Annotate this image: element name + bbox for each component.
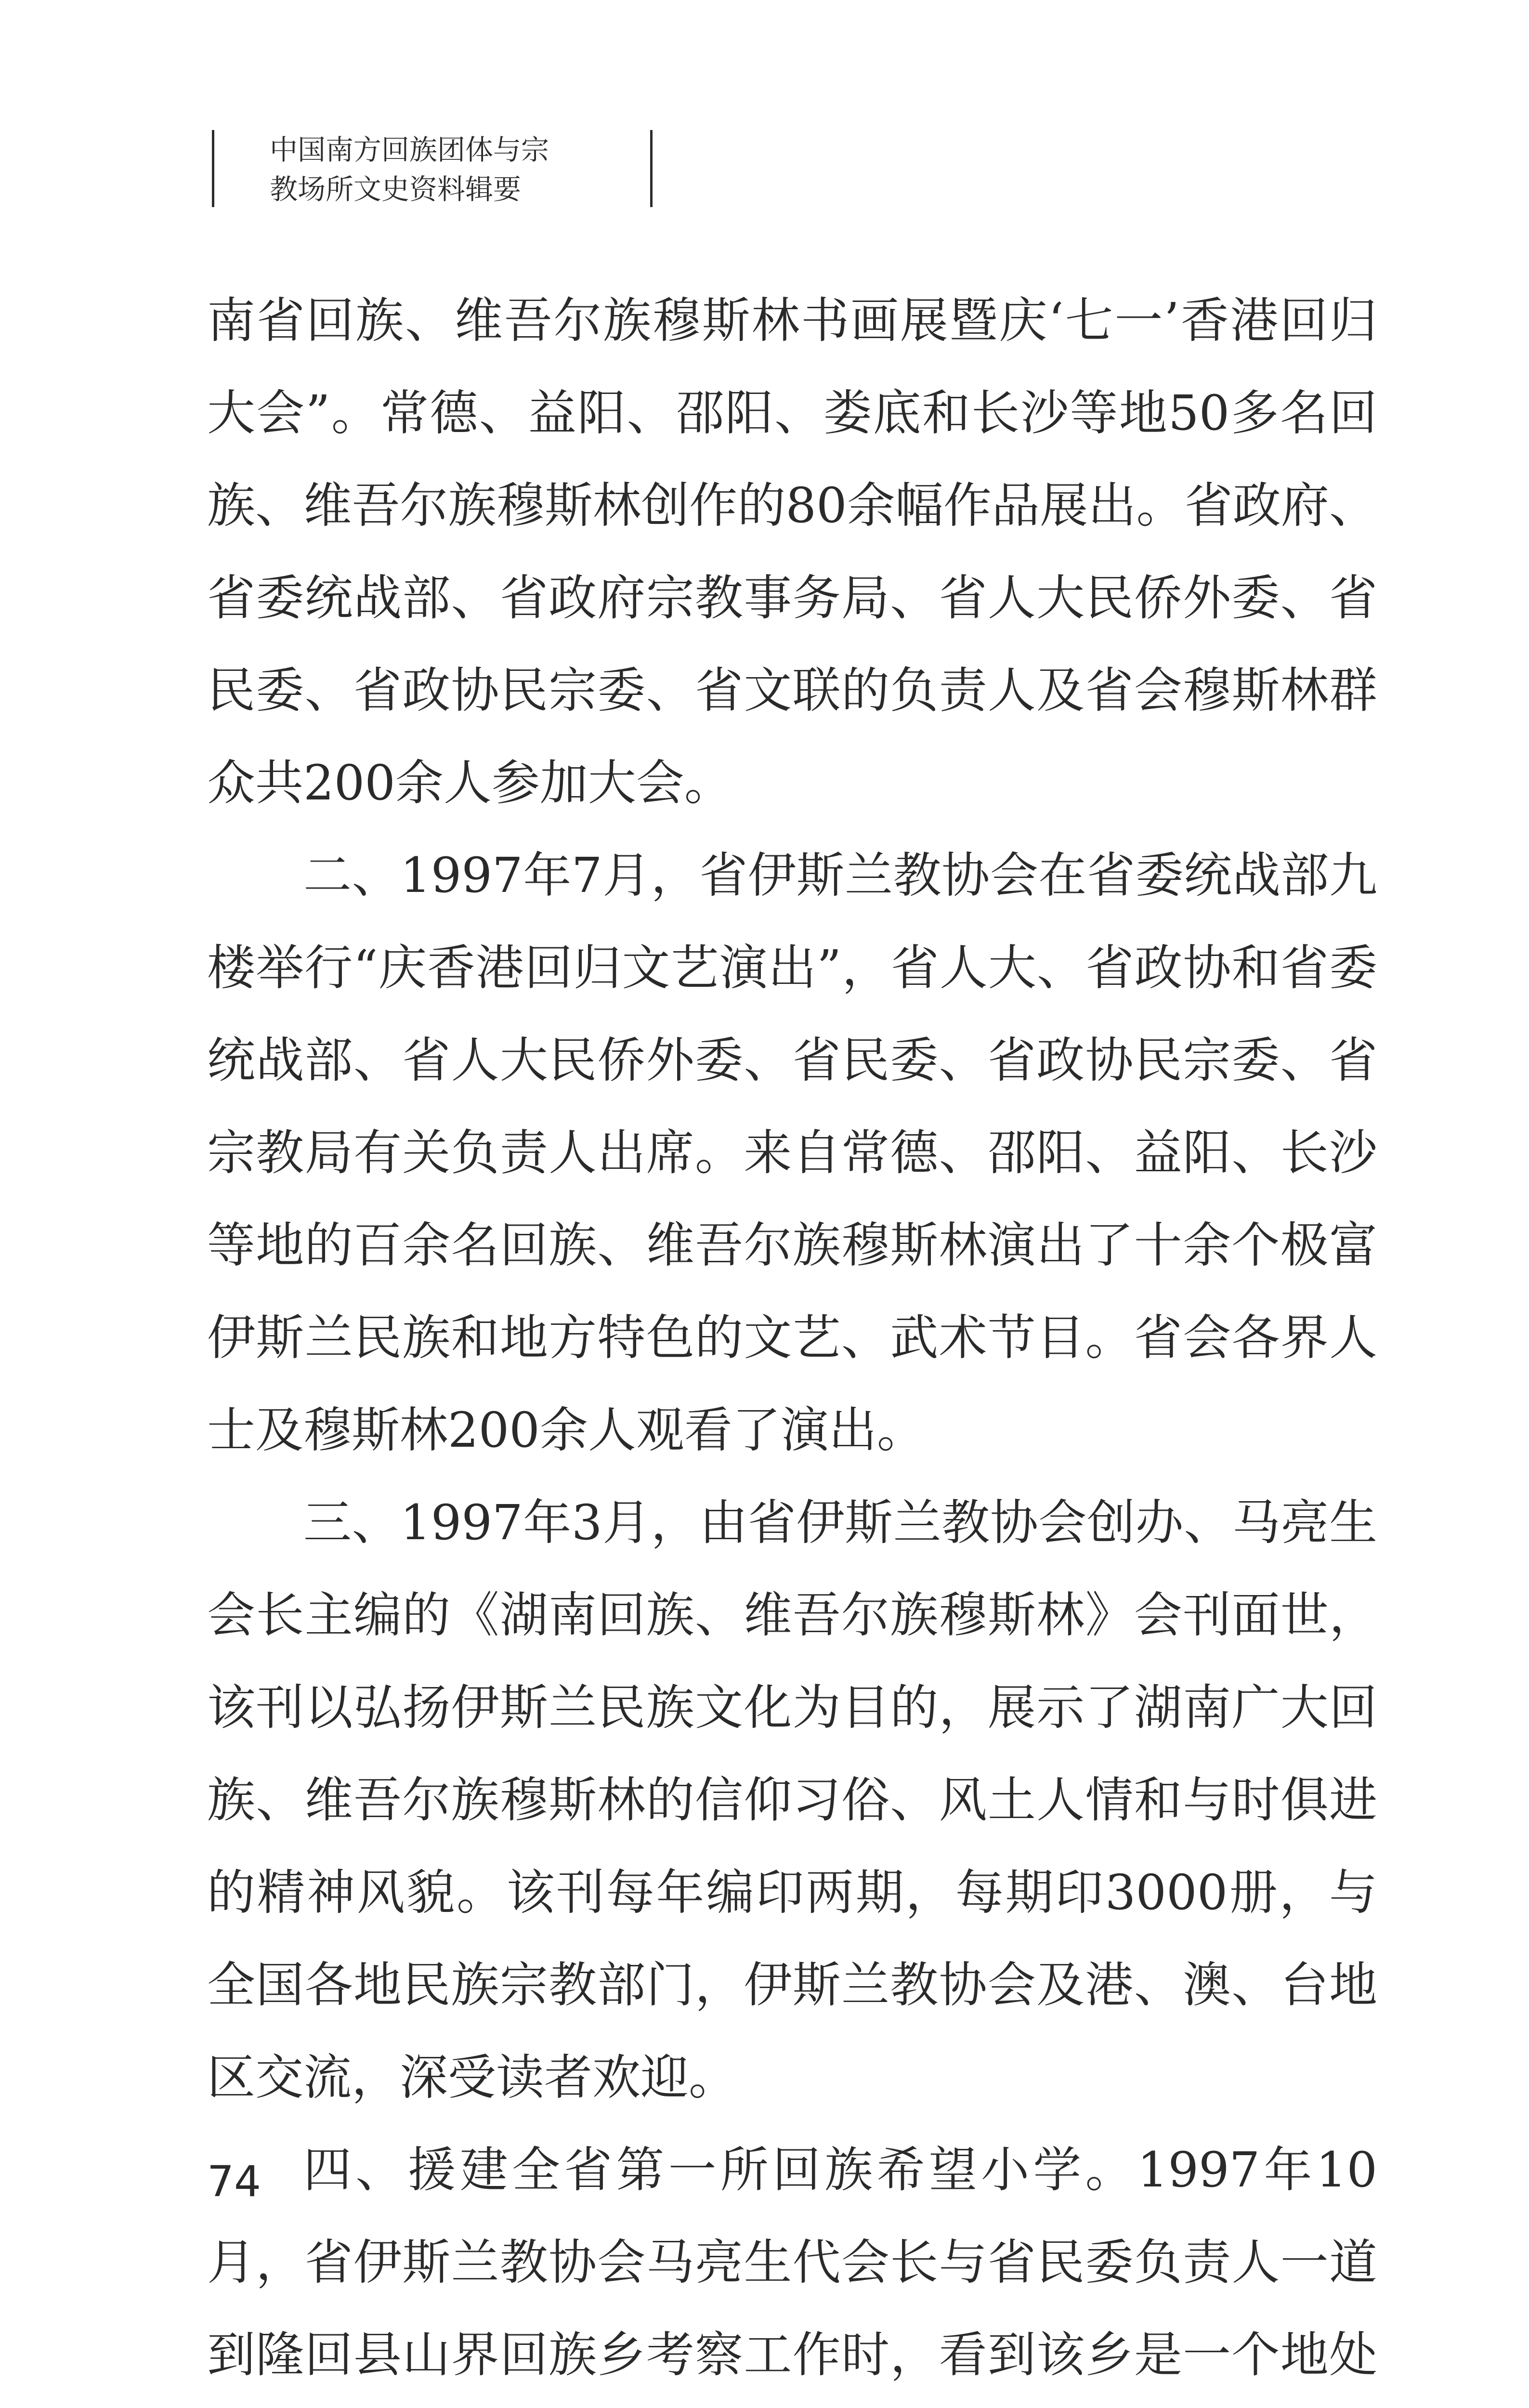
header-title-line-2: 教场所文史资料辑要 (270, 173, 522, 206)
paragraph-item-4: 四、援建全省第一所回族希望小学。1997年10月，省伊斯兰教协会马亮生代会长与省民委负责人一道到隆回县山界回族乡考察工作时，看到该乡是一个地处 (207, 2142, 1377, 2383)
header-title (270, 130, 607, 209)
paragraph-continuation: 南省回族、维吾尔族穆斯林书画展暨庆‘七一’香港回归大会”。常德、益阳、邵阳、娄底和长沙等地50多名回族、维吾尔族穆斯林创作的80余幅作品展出。省政府、省委统战部、省政府宗教事务局、省人大民侨外委、省民委、省政协民宗委、省文联的负责人及省会穆斯林群众共200余人参加大会。 (207, 292, 1377, 811)
paragraph-item-2: 二、1997年7月，省伊斯兰教协会在省委统战部九楼举行“庆香港回归文艺演出”，省人大、省政协和省委统战部、省人大民侨外委、省民委、省政协民宗委、省宗教局有关负责人出席。来自常德、邵阳、益阳、长沙等地的百余名回族、维吾尔族穆斯林演出了十余个极富伊斯兰民族和地方特色的文艺、武术节目。省会各界人士及穆斯林200余人观看了演出。 (207, 847, 1377, 1458)
header-left-rule (212, 130, 214, 207)
page-number: 74 (207, 2157, 261, 2206)
header-right-rule (650, 130, 653, 207)
running-header (212, 120, 655, 207)
header-title-line-1: 中国南方回族团体与宗 (270, 133, 549, 166)
paragraph-item-3: 三、1997年3月，由省伊斯兰教协会创办、马亮生会长主编的《湖南回族、维吾尔族穆斯林》会刊面世，该刊以弘扬伊斯兰民族文化为目的，展示了湖南广大回族、维吾尔族穆斯林的信仰习俗、风土人情和与时俱进的精神风貌。该刊每年编印两期，每期印3000册，与全国各地民族宗教部门，伊斯兰教协会及港、澳、台地区交流，深受读者欢迎。 (207, 1494, 1377, 2106)
body-text (207, 275, 1377, 2408)
